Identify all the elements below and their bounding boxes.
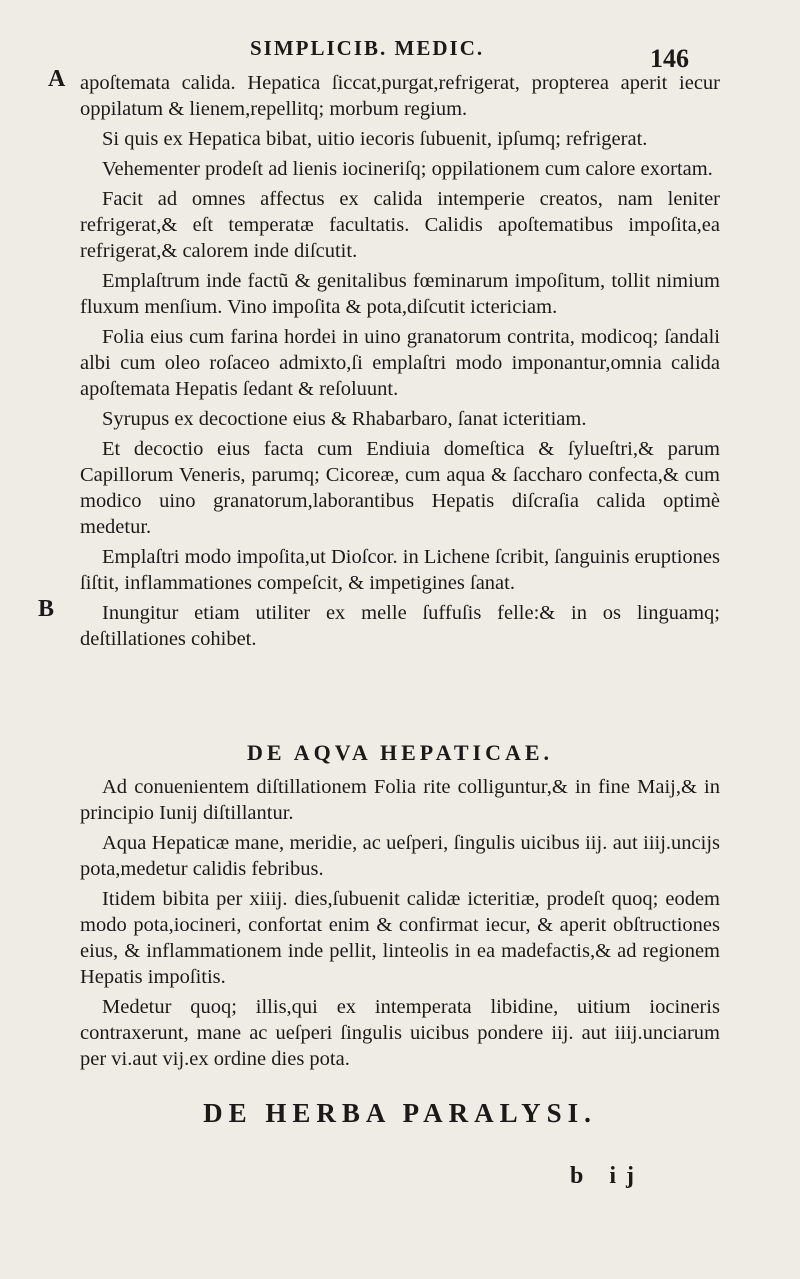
paragraph: Syrupus ex decoctione eius & Rhabarbaro, ſanat icteritiam. bbox=[102, 408, 587, 430]
paragraph: Facit ad omnes affectus ex calida intemperie creatos, nam leniter refrigerat,& eſt temperatæ facultatis. Calidis apoſtematibus impoſita,ea refrigerat,& calorem inde diſcutit. bbox=[80, 188, 720, 262]
paragraph: Aqua Hepaticæ mane, meridie, ac ueſperi, ſingulis uicibus iij. aut iiij.uncijs pota,medetur calidis febribus. bbox=[80, 832, 720, 880]
section-heading-aqua-hepaticae: DE AQVA HEPATICAE. bbox=[246, 740, 554, 765]
paragraph: Et decoctio eius facta cum Endiuia domeſtica & ſylueſtri,& parum Capillorum Veneris, parumq; Cicoreæ, cum aqua & ſaccharo confecta,& cum modico uino granatorum,laborantibus Hepatis diſcraſia calida optimè medetur. bbox=[80, 438, 720, 538]
page-number: 146 bbox=[650, 44, 689, 73]
paragraph: Si quis ex Hepatica bibat, uitio iecoris ſubuenit, ipſumq; refrigerat. bbox=[102, 128, 648, 150]
section-hepatica-text bbox=[80, 70, 720, 656]
paragraph: apoſtemata calida. Hepatica ſiccat,purgat,refrigerat, propterea aperit iecur oppilatum & lienem,repellitq; morbum regium. bbox=[80, 72, 720, 120]
signature-mark: b ij bbox=[570, 1163, 645, 1189]
margin-marker-b: B bbox=[38, 596, 55, 622]
paragraph: Medetur quoq; illis,qui ex intemperata libidine, uitium iocineris contraxerunt, mane ac ueſperi ſingulis uicibus pondere iij. aut iiij.unciarum per vi.aut vij.ex ordine dies pota. bbox=[80, 996, 720, 1070]
margin-marker-a: A bbox=[48, 66, 66, 92]
paragraph: Ad conuenientem diſtillationem Folia rite colliguntur,& in fine Maij,& in principio Iunij diſtillantur. bbox=[80, 776, 720, 824]
paragraph: Emplaſtrum inde factũ & genitalibus fœminarum impoſitum, tollit nimium fluxum menſium. Vino impoſita & pota,diſcutit ictericiam. bbox=[80, 270, 720, 318]
section-heading-herba-paralysi: DE HERBA PARALYSI. bbox=[203, 1098, 597, 1128]
paragraph: Vehementer prodeſt ad lienis iocineriſq; oppilationem cum calore exortam. bbox=[102, 158, 713, 180]
section-aqua-text bbox=[80, 774, 720, 1076]
running-title: SIMPLICIB. MEDIC. bbox=[250, 36, 485, 60]
paragraph: Itidem bibita per xiiij. dies,ſubuenit calidæ icteritiæ, prodeſt quoq; eodem modo pota,iocineri, confortat enim & confirmat iecur, & aperit obſtructiones eius, & inflammationem inde pellit, linteolis in ea madefactis,& ad regionem Hepatis impoſitis. bbox=[80, 888, 720, 988]
paragraph: Emplaſtri modo impoſita,ut Dioſcor. in Lichene ſcribit, ſanguinis eruptiones ſiſtit, inflammationes compeſcit, & impetigines ſanat. bbox=[80, 546, 720, 594]
paragraph: Folia eius cum farina hordei in uino granatorum contrita, modicoq; ſandali albi cum oleo roſaceo admixto,ſi emplaſtri modo imponantur,omnia calida apoſtemata Hepatis ſedant & reſoluunt. bbox=[80, 326, 720, 400]
paragraph: Inungitur etiam utiliter ex melle ſuffuſis felle:& in os linguamq; deſtillationes cohibet. bbox=[80, 602, 720, 650]
